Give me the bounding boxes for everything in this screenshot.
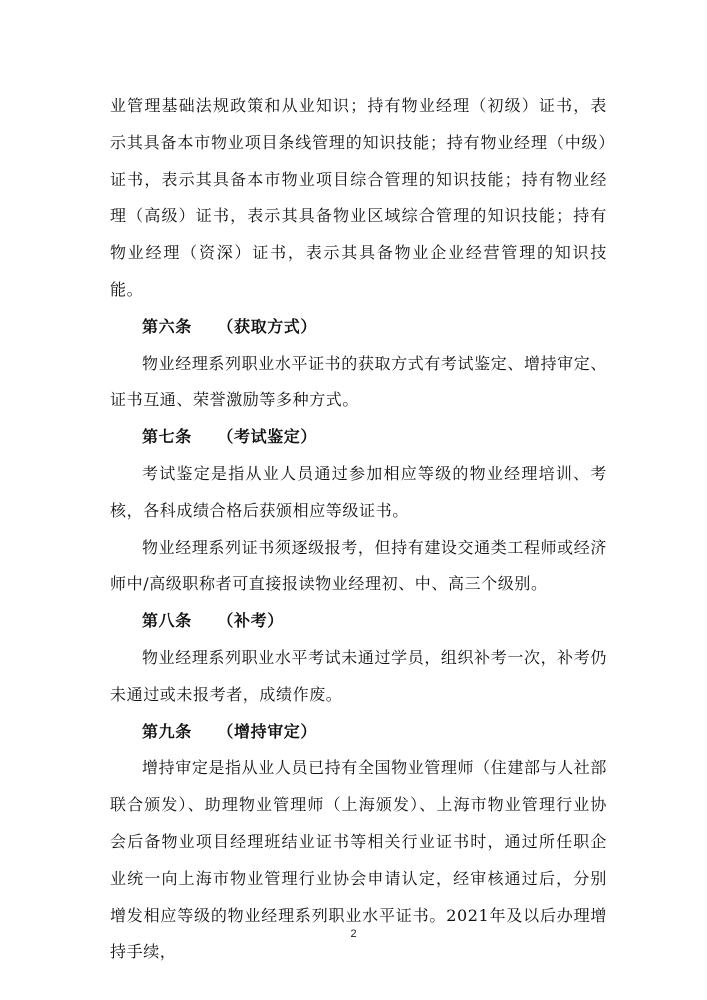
article-9-paragraph: 增持审定是指从业人员已持有全国物业管理师（住建部与人社部联合颁发）、助理物业管理师（上海颁发）、上海市物业管理行业协会后备物业项目经理班结业证书等相关行业证书时，通过所任职企业统一向上海市物业管理行业协会申请认定，经审核通过后，分别增发相应等级的物业经理系列职业水平证书。2021年及以后办理增持手续， bbox=[110, 758, 607, 962]
article-9-heading bbox=[110, 714, 607, 751]
article-7-paragraph-1: 考试鉴定是指从业人员通过参加相应等级的物业经理培训、考核，各科成绩合格后获颁相应等级证书。 bbox=[110, 463, 607, 520]
article-6-paragraph: 物业经理系列职业水平证书的获取方式有考试鉴定、增持审定、证书互通、荣誉激励等多种方式。 bbox=[110, 353, 607, 410]
article-6-number: 第六条 bbox=[142, 316, 192, 336]
article-7-number: 第七条 bbox=[142, 427, 192, 447]
article-9-title: （增持审定） bbox=[217, 721, 318, 741]
article-8-title: （补考） bbox=[217, 611, 284, 631]
article-6-heading bbox=[110, 309, 607, 346]
article-7-heading bbox=[110, 419, 607, 456]
article-9-number: 第九条 bbox=[142, 721, 192, 741]
article-7-paragraph-2: 物业经理系列证书须逐级报考，但持有建设交通类工程师或经济师中/高级职称者可直接报读物业经理初、中、高三个级别。 bbox=[110, 537, 607, 594]
article-6-title: （获取方式） bbox=[217, 316, 318, 336]
article-8-number: 第八条 bbox=[142, 611, 192, 631]
article-8-paragraph: 物业经理系列职业水平考试未通过学员，组织补考一次，补考仍未通过或未报考者，成绩作废。 bbox=[110, 647, 607, 704]
page-number: 2 bbox=[350, 928, 357, 940]
intro-paragraph: 业管理基础法规政策和从业知识；持有物业经理（初级）证书，表示其具备本市物业项目条线管理的知识技能；持有物业经理（中级）证书，表示其具备本市物业项目综合管理的知识技能；持有物业经理（高级）证书，表示其具备物业区域综合管理的知识技能；持有物业经理（资深）证书，表示其具备物业企业经营管理的知识技能。 bbox=[110, 96, 607, 299]
article-8-heading bbox=[110, 603, 607, 640]
article-7-title: （考试鉴定） bbox=[217, 427, 318, 447]
document-body bbox=[110, 88, 607, 971]
